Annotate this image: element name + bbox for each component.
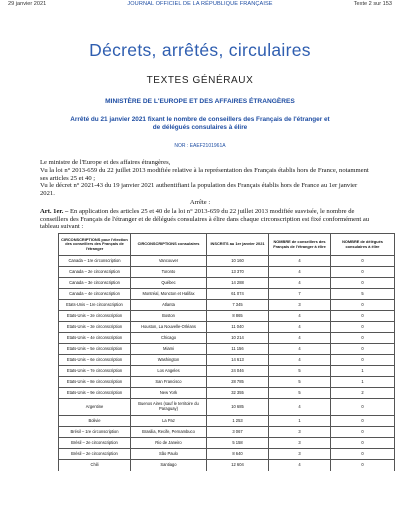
table-cell: Etats-Unis – 4e circonscription xyxy=(59,333,131,344)
table-cell: New York xyxy=(131,388,207,399)
table-cell: 4 xyxy=(269,311,331,322)
table-row xyxy=(59,366,395,377)
table-cell: Etats-Unis – 8e circonscription xyxy=(59,377,131,388)
table-cell: 0 xyxy=(331,344,395,355)
table-cell: Los Angeles xyxy=(131,366,207,377)
table-cell: Buenos Aires (sauf le territoire du Paraguay) xyxy=(131,399,207,416)
table-cell: 10 160 xyxy=(207,256,269,267)
table-cell: 5 xyxy=(331,289,395,300)
table-cell: 5 158 xyxy=(207,438,269,449)
table-cell: 0 xyxy=(331,256,395,267)
circonscriptions-table xyxy=(58,233,395,471)
table-cell: Houston, La Nouvelle-Orléans xyxy=(131,322,207,333)
table-cell: Canada – 2e circonscription xyxy=(59,267,131,278)
table-cell: Brasilia, Recife, Pernambuco xyxy=(131,427,207,438)
table-row xyxy=(59,344,395,355)
table-cell: 4 xyxy=(269,256,331,267)
table-cell: Brésil – 1re circonscription xyxy=(59,427,131,438)
table-row xyxy=(59,377,395,388)
table-cell: Toronto xyxy=(131,267,207,278)
table-cell: Boston xyxy=(131,311,207,322)
table-cell: 0 xyxy=(331,322,395,333)
table-cell: 5 xyxy=(269,388,331,399)
paragraph-vu-loi: Vu la loi n° 2013-659 du 22 juillet 2013 modifiée relative à la représentation des Français établis hors de France, notamment ses articles 25 et 40 ; xyxy=(40,167,369,182)
col-header: NOMBRE de conseillers des Français de l'étranger à élire xyxy=(269,234,331,256)
table-cell: Santiago xyxy=(131,460,207,471)
table-cell: 4 xyxy=(269,322,331,333)
table-cell: Argentine xyxy=(59,399,131,416)
table-cell: Vancouver xyxy=(131,256,207,267)
table-cell: Etats-Unis – 7e circonscription xyxy=(59,366,131,377)
table-cell: 5 xyxy=(269,366,331,377)
table-row xyxy=(59,289,395,300)
table-cell: 4 xyxy=(269,399,331,416)
subheading: TEXTES GÉNÉRAUX xyxy=(146,75,254,86)
table-cell: 0 xyxy=(331,460,395,471)
table-cell: 0 xyxy=(331,311,395,322)
paragraph-vu-decret: Vu le décret n° 2021-43 du 19 janvier 2021 authentifiant la population des Français établis hors de France au 1er janvier 2021. xyxy=(40,182,358,197)
table-cell: Bolivie xyxy=(59,416,131,427)
table-cell: 10 214 xyxy=(207,333,269,344)
table-cell: 0 xyxy=(331,427,395,438)
table-cell: Brésil – 2e circonscription xyxy=(59,438,131,449)
table-row xyxy=(59,460,395,471)
table-cell: Atlanta xyxy=(131,300,207,311)
table-cell: 3 xyxy=(269,300,331,311)
table-row xyxy=(59,388,395,399)
table-row xyxy=(59,278,395,289)
table-cell: Etats-Unis – 6e circonscription xyxy=(59,355,131,366)
table-row xyxy=(59,300,395,311)
table-cell: 0 xyxy=(331,438,395,449)
table-row xyxy=(59,333,395,344)
table-cell: Washington xyxy=(131,355,207,366)
table-cell: 3 xyxy=(269,438,331,449)
table-cell: 0 xyxy=(331,267,395,278)
table-cell: 0 xyxy=(331,416,395,427)
table-cell: 1 xyxy=(331,377,395,388)
journal-name: JOURNAL OFFICIEL DE LA RÉPUBLIQUE FRANÇAISE xyxy=(127,1,273,7)
col-header: CIRCONSCRIPTIONS pour l'élection des conseillers des Français de l'étranger xyxy=(59,234,131,256)
arrete-title: Arrêté du 21 janvier 2021 fixant le nombre de conseillers des Français de l'étranger et de délégués consulaires à élire xyxy=(70,116,330,131)
col-header: INSCRITS au 1er janvier 2021 xyxy=(207,234,269,256)
table-cell: Brésil – 2e circonscription xyxy=(59,449,131,460)
table-row xyxy=(59,438,395,449)
table-cell: 1 xyxy=(269,416,331,427)
table-row xyxy=(59,416,395,427)
table-cell: 4 xyxy=(269,344,331,355)
journal-header xyxy=(0,0,400,8)
table-cell: 13 370 xyxy=(207,267,269,278)
table-row xyxy=(59,256,395,267)
table-row xyxy=(59,399,395,416)
table-cell: Canada – 3e circonscription xyxy=(59,278,131,289)
table-cell: 3 xyxy=(269,427,331,438)
table-cell: Chicago xyxy=(131,333,207,344)
table-cell: Etats-Unis – 3e circonscription xyxy=(59,322,131,333)
table-header-row xyxy=(59,234,395,256)
table-cell: 2 xyxy=(331,388,395,399)
table-cell: 14 613 xyxy=(207,355,269,366)
table-cell: Etats-Unis – 2e circonscription xyxy=(59,311,131,322)
table-cell: 4 xyxy=(269,355,331,366)
table-cell: 5 xyxy=(269,377,331,388)
nor-reference: NOR : EAEF2101961A xyxy=(174,143,226,149)
table-cell: 4 xyxy=(269,278,331,289)
table-cell: 8 640 xyxy=(207,449,269,460)
table-cell: 0 xyxy=(331,333,395,344)
paragraph-article-1 xyxy=(40,208,370,231)
table-cell: 0 xyxy=(331,355,395,366)
table-cell: 14 288 xyxy=(207,278,269,289)
table-cell: 4 xyxy=(269,460,331,471)
table-cell: 0 xyxy=(331,300,395,311)
table-cell: 11 156 xyxy=(207,344,269,355)
table-row xyxy=(59,427,395,438)
table-cell: Chili xyxy=(59,460,131,471)
table-cell: Etats-Unis – 1re circonscription xyxy=(59,300,131,311)
paragraph-minister: Le ministre de l'Europe et des affaires étrangères, xyxy=(40,159,171,166)
table-cell: 61 074 xyxy=(207,289,269,300)
table-cell: San Francisco xyxy=(131,377,207,388)
table-cell: 4 xyxy=(269,267,331,278)
table-cell: Canada – 4e circonscription xyxy=(59,289,131,300)
publication-date: 29 janvier 2021 xyxy=(8,1,47,7)
table-cell: 0 xyxy=(331,399,395,416)
table-cell: 3 067 xyxy=(207,427,269,438)
table-cell: 0 xyxy=(331,278,395,289)
table-row xyxy=(59,449,395,460)
table-cell: 7 345 xyxy=(207,300,269,311)
table-cell: Miami xyxy=(131,344,207,355)
table-cell: Etats-Unis – 9e circonscription xyxy=(59,388,131,399)
table-cell: 1 xyxy=(331,366,395,377)
paragraph-arrete: Arrête : xyxy=(189,199,211,206)
table-cell: Etats-Unis – 5e circonscription xyxy=(59,344,131,355)
table-cell: 12 604 xyxy=(207,460,269,471)
table-cell: 4 xyxy=(269,333,331,344)
table-cell: Rio de Janeiro xyxy=(131,438,207,449)
table-cell: La Paz xyxy=(131,416,207,427)
table-row xyxy=(59,267,395,278)
article-label: Art. 1er. – xyxy=(40,208,69,215)
article-text: En application des articles 25 et 40 de la loi n° 2013-659 du 22 juillet 2013 modifiée susvisée, le nombre de conseillers des Français de l'étranger et de délégués consulaires à élire dans chaque circonscription est fixé conformément au tableau suivant : xyxy=(40,208,370,231)
col-header: CIRCONSCRIPTIONS consulaires xyxy=(131,234,207,256)
table-row xyxy=(59,355,395,366)
table-body xyxy=(59,256,395,471)
table-cell: Canada – 1re circonscription xyxy=(59,256,131,267)
table-cell: 24 046 xyxy=(207,366,269,377)
table-cell: 11 040 xyxy=(207,322,269,333)
table-cell: 8 865 xyxy=(207,311,269,322)
table-row xyxy=(59,322,395,333)
table-cell: 7 xyxy=(269,289,331,300)
table-cell: 32 355 xyxy=(207,388,269,399)
ministry-heading: MINISTÈRE DE L'EUROPE ET DES AFFAIRES ÉTRANGÈRES xyxy=(105,98,295,105)
table-cell: 3 xyxy=(269,449,331,460)
table-cell: 28 785 xyxy=(207,377,269,388)
table-cell: 1 253 xyxy=(207,416,269,427)
table-cell: Québec xyxy=(131,278,207,289)
table-row xyxy=(59,311,395,322)
page-indicator: Texte 2 sur 153 xyxy=(353,1,392,7)
table-cell: 10 685 xyxy=(207,399,269,416)
section-title: Décrets, arrêtés, circulaires xyxy=(89,40,311,60)
table-cell: São Paulo xyxy=(131,449,207,460)
col-header: NOMBRE de délégués consulaires à élire xyxy=(331,234,395,256)
table-cell: Montréal, Moncton et Halifax xyxy=(131,289,207,300)
table-cell: 0 xyxy=(331,449,395,460)
